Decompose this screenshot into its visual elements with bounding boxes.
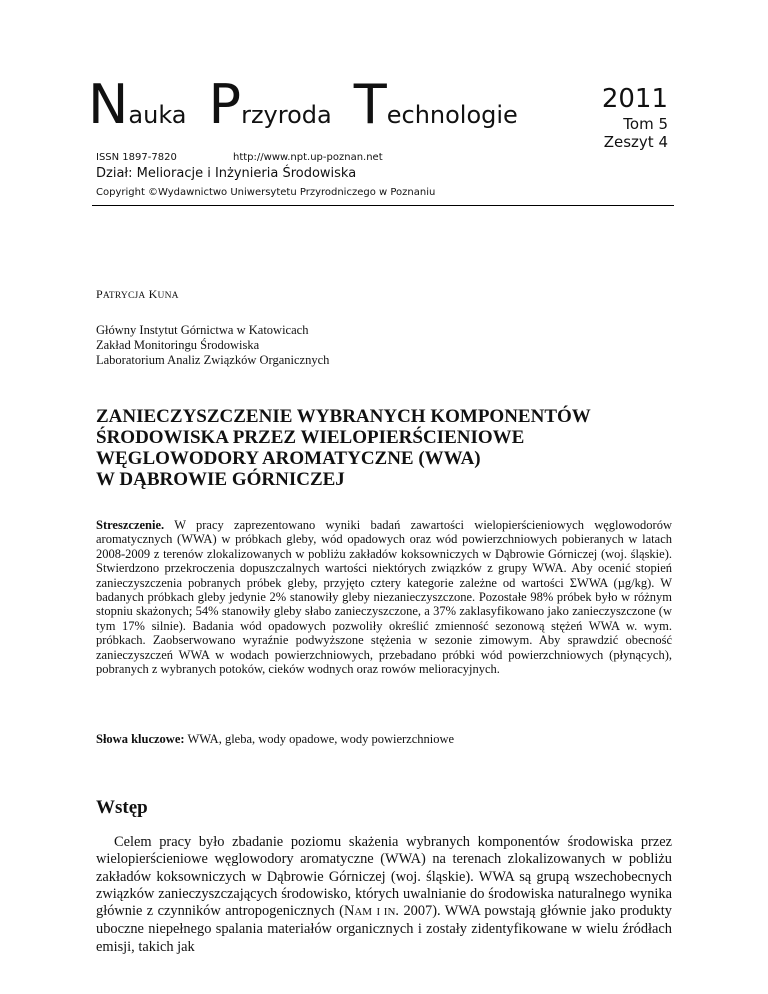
journal-title-word-technologie: echnologie	[386, 101, 518, 129]
issn: ISSN 1897-7820	[96, 152, 177, 163]
author-first-rest: ATRYCJA	[102, 291, 146, 301]
author-first-initial: P	[96, 287, 103, 301]
abstract	[96, 518, 672, 676]
paper-title	[96, 406, 591, 490]
copyright-notice: Copyright ©Wydawnictwo Uniwersytetu Przyrodniczego w Poznaniu	[96, 187, 436, 198]
journal-volume: Tom 5	[623, 115, 668, 133]
journal-year: 2011	[601, 84, 668, 114]
journal-title-word-nauka: auka	[128, 101, 187, 129]
affiliation-line: Laboratorium Analiz Związków Organicznych	[96, 353, 330, 367]
header-divider	[92, 205, 674, 206]
journal-section: Dział: Melioracje i Inżynieria Środowiska	[96, 166, 357, 181]
journal-url[interactable]: http://www.npt.up-poznan.net	[233, 152, 383, 163]
journal-title-initial-n: N	[88, 73, 129, 136]
keywords-label: Słowa kluczowe:	[96, 732, 185, 746]
author-last-initial: K	[148, 287, 158, 301]
citation-am: AM	[354, 906, 373, 919]
paper-title-line: W DĄBROWIE GÓRNICZEJ	[96, 469, 345, 490]
keywords-text: WWA, gleba, wody opadowe, wody powierzchniowe	[187, 732, 455, 746]
author-affiliation	[96, 323, 329, 368]
intro-text-after: . 2007). WWA powstają głównie jako produkty uboczne niepełnego spalania materiałów organicznych i zostały zidentyfikowane w wielu źródłach emisji, takich jak	[96, 903, 672, 955]
citation-n: N	[343, 903, 355, 920]
author-name	[96, 287, 179, 302]
paper-title-line: ZANIECZYSZCZENIE WYBRANYCH KOMPONENTÓW	[96, 406, 591, 427]
section-heading-intro: Wstęp	[96, 797, 148, 818]
affiliation-line: Zakład Monitoringu Środowiska	[96, 338, 260, 352]
journal-title-word-przyroda: rzyroda	[241, 101, 332, 129]
abstract-text: W pracy zaprezentowano wyniki badań zawartości wielopierścieniowych węglowodorów aromatycznych (WWA) w próbkach gleby, wód opadowych oraz wód powierzchniowych pobieranych w latach 2008-2009 z terenów zlokalizowanych w pobliżu zakładów koksowniczych w Dąbrowie Górniczej (woj. śląskie). Stwierdzono przekroczenia dopuszczalnych wartości niektórych związków z grupy WWA. Aby ocenić stopień zanieczyszczenia pobranych próbek gleby, przyjęto cztery kategorie zależne od wartości ΣWWA (µg/kg). W badanych próbkach gleby jedynie 2% stanowiły gleby niezanieczyszczone. Pozostałe 98% próbek było w różnym stopniu skażonych; 54% stanowiły gleby słabo zanieczyszczone, a 37% zaklasyfikowano jako zanieczyszczone (w tym 17% silnie). Badania wód opadowych pozwoliły określić zmienność sezonową stężeń WWA w. wym. próbkach. Zaobserwowano wyraźnie podwyższone stężenia w sezonie zimowym. Aby sprawdzić obecność zanieczyszczeń WWA w wodach powierzchniowych, przebadano próbki wód powierzchniowych (płynących), pobranych z wybranych potoków, cieków wodnych oraz rowów melioracyjnych.	[96, 518, 673, 677]
citation-i-in: I IN	[376, 906, 396, 919]
journal-title-initial-p: P	[208, 73, 242, 136]
keywords	[96, 732, 672, 747]
intro-text-before: Celem pracy było zbadanie poziomu skażenia wybranych komponentów środowiska przez wielopierścieniowe węglowodory aromatyczne (WWA) na terenach zlokalizowanych w pobliżu zakładów koksowniczych w Dąbrowie Górniczej (woj. śląskie). WWA są grupą wszechobecnych związków zanieczyszczających środowisko, których uwalnianie do środowiska naturalnego wynika głównie z czynników antropogenicznych (	[96, 834, 672, 920]
intro-paragraph	[96, 834, 672, 956]
journal-title-initial-t: T	[353, 73, 387, 136]
paper-title-line: WĘGLOWODORY AROMATYCZNE (WWA)	[96, 448, 481, 469]
abstract-label: Streszczenie.	[96, 518, 165, 532]
author-last-rest: UNA	[157, 291, 179, 301]
journal-title	[88, 73, 518, 136]
journal-issue: Zeszyt 4	[603, 133, 668, 151]
journal-volume-issue	[604, 115, 668, 151]
paper-title-line: ŚRODOWISKA PRZEZ WIELOPIERŚCIENIOWE	[96, 427, 525, 448]
affiliation-line: Główny Instytut Górnictwa w Katowicach	[96, 323, 309, 337]
